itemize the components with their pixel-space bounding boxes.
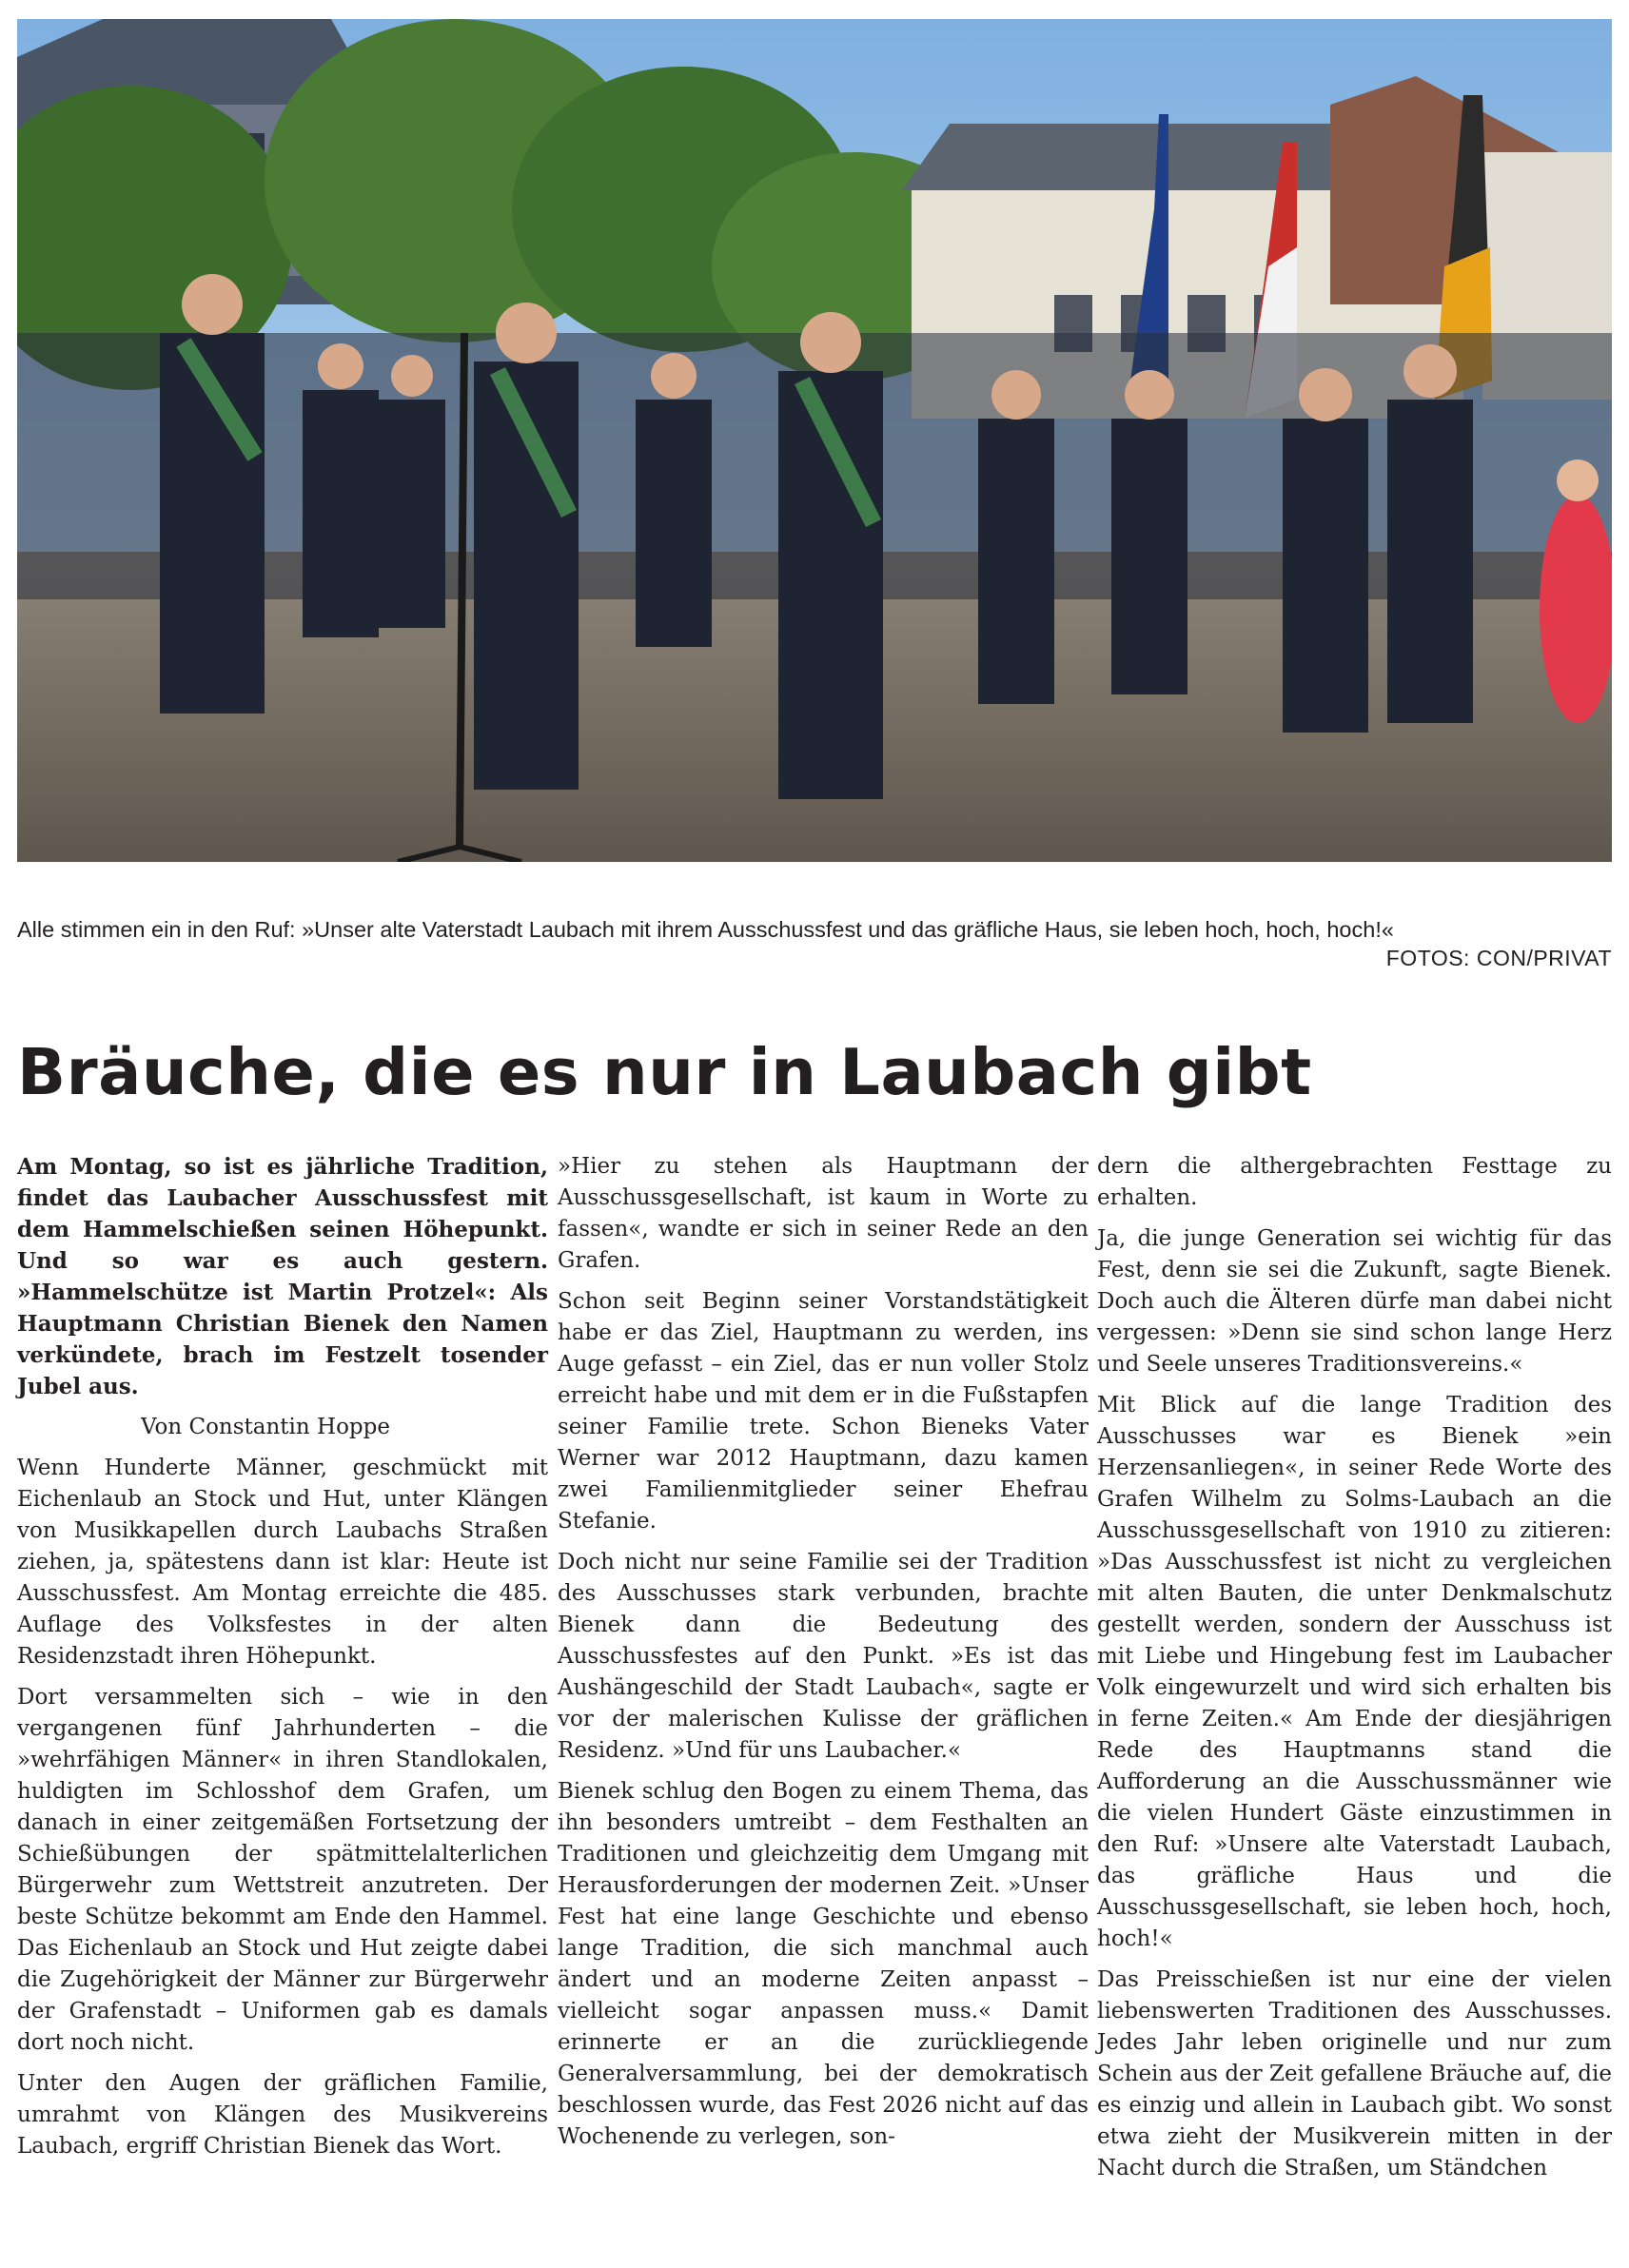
paragraph: Bienek schlug den Bogen zu einem Thema, das ihn besonders umtreibt – dem Festhalten an Traditionen und gleichzeitig dem Umgang mit Herausforderungen der modernen Zeit. »Unser Fest hat eine lange Geschichte und ebenso lange Tradition, die sich manchmal auch ändert und an moderne Zeiten anpasst – vielleicht sogar anpassen muss.« Damit erinnerte er an die zurückliegende Generalversammlung, bei der demokratisch beschlossen wurde, das Fest 2026 nicht auf das Wochenende zu verlegen, son- bbox=[558, 1779, 1089, 2149]
paragraph: dern die althergebrachten Festtage zu erhalten. bbox=[1097, 1154, 1612, 1210]
paragraph: Mit Blick auf die lange Tradition des Ausschusses war es Bienek »ein Herzensanliegen«, in seiner Rede Worte des Grafen Wilhelm zu Solms-Laubach an die Ausschussgesellschaft von 1910 zu zitieren: »Das Ausschussfest ist nicht zu vergleichen mit alten Bauten, die unter Denkmalschutz gestellt werden, sondern der Ausschuss ist mit Liebe und Hingebung fest im Laubacher Volk eingewurzelt und wird sich erhalten bis in ferne Zeiten.« Am Ende der diesjährigen Rede des Hauptmanns stand die Aufforderung an die Ausschussmänner wie die vielen Hundert Gäste einzustimmen in den Ruf: »Unsere alte Vaterstadt Laubach, das gräfliche Haus und die Ausschussgesellschaft, sie leben hoch, hoch, hoch!« bbox=[1097, 1393, 1612, 1951]
photo-credit: FOTOS: CON/PRIVAT bbox=[1385, 946, 1612, 970]
paragraph: »Hier zu stehen als Hauptmann der Ausschussgesellschaft, ist kaum in Worte zu fassen«, wandte er sich in seiner Rede an den Grafen. bbox=[558, 1154, 1089, 1273]
article-headline: Bräuche, die es nur in Laubach gibt bbox=[17, 1035, 1312, 1109]
article-lead: Am Montag, so ist es jährliche Tradition, findet das Laubacher Ausschussfest mit dem Hammelschießen seinen Höhepunkt. Und so war es auch gestern. »Hammelschütze ist Martin Protzel«: Als Hauptmann Christian Bienek den Namen verkündete, brach im Festzelt tosender Jubel aus. bbox=[17, 1154, 548, 1399]
paragraph: Schon seit Beginn seiner Vorstandstätigkeit habe er das Ziel, Hauptmann zu werden, ins Auge gefasst – ein Ziel, das er nun voller Stolz erreicht habe und mit dem er in die Fußstapfen seiner Familie trete. Schon Bieneks Vater Werner war 2012 Hauptmann, dazu kamen zwei Familienmitglieder seiner Ehefrau Stefanie. bbox=[558, 1289, 1089, 1534]
photo-scene bbox=[17, 19, 1612, 862]
column-2 bbox=[558, 1151, 1089, 2162]
article-photo bbox=[17, 19, 1612, 862]
paragraph: Ja, die junge Generation sei wichtig für das Fest, denn sie sei die Zukunft, sagte Bienek. Doch auch die Älteren dürfe man dabei nicht vergessen: »Denn sie sind schon lange Herz und Seele unseres Traditionsvereins.« bbox=[1097, 1226, 1612, 1377]
paragraph: Unter den Augen der gräflichen Familie, umrahmt von Klängen des Musikvereins Laubach, ergriff Christian Bienek das Wort. bbox=[17, 2071, 548, 2159]
paragraph: Dort versammelten sich – wie in den vergangenen fünf Jahrhunderten – die »wehrfähigen Männer« in ihren Standlokalen, huldigten im Schlosshof dem Grafen, um danach in einer zeitgemäßen Fortsetzung der Schießübungen der spätmittelalterlichen Bürgerwehr zum Wettstreit anzutreten. Der beste Schütze bekommt am Ende den Hammel. Das Eichenlaub an Stock und Hut zeigte dabei die Zugehörigkeit der Männer zur Bürgerwehr der Grafenstadt – Uniformen gab es damals dort noch nicht. bbox=[17, 1685, 548, 2055]
paragraph: Wenn Hunderte Männer, geschmückt mit Eichenlaub an Stock und Hut, unter Klängen von Musikkapellen durch Laubachs Straßen ziehen, ja, spätestens dann ist klar: Heute ist Ausschussfest. Am Montag erreichte die 485. Auflage des Volksfestes in der alten Residenzstadt ihren Höhepunkt. bbox=[17, 1456, 548, 1669]
column-1 bbox=[17, 1151, 548, 2172]
byline: Von Constantin Hoppe bbox=[141, 1415, 390, 1439]
column-3 bbox=[1097, 1151, 1612, 2194]
paragraph: Doch nicht nur seine Familie sei der Tradition des Ausschusses stark verbunden, brachte Bienek dann die Bedeutung des Ausschussfestes auf den Punkt. »Es ist das Aushängeschild der Stadt Laubach«, sagte er vor der malerischen Kulisse der gräflichen Residenz. »Und für uns Laubacher.« bbox=[558, 1550, 1089, 1763]
photo-caption: Alle stimmen ein in den Ruf: »Unser alte Vaterstadt Laubach mit ihrem Ausschussfest und das gräfliche Haus, sie leben hoch, hoch, hoch!« bbox=[17, 917, 1394, 942]
paragraph: Das Preisschießen ist nur eine der vielen liebenswerten Traditionen des Ausschusses. Jedes Jahr leben originelle und nur zum Schein aus der Zeit gefallene Bräuche auf, die es einzig und allein in Laubach gibt. Wo sonst etwa zieht der Musikverein mitten in der Nacht durch die Straßen, um Ständchen bbox=[1097, 1967, 1612, 2180]
